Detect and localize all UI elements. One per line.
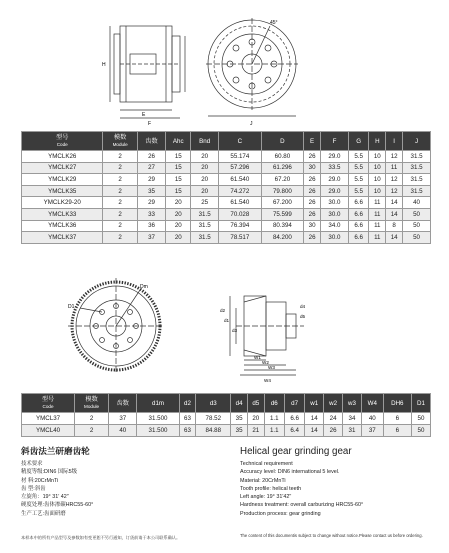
table-cell: 26	[304, 232, 321, 244]
table-cell: 12	[386, 185, 403, 197]
table-cell: 80.394	[261, 220, 304, 232]
column-header	[75, 394, 109, 413]
label-d4: d4	[300, 304, 306, 309]
table-cell: 6.6	[348, 220, 369, 232]
table-cell: 27	[137, 162, 166, 174]
table-row	[22, 174, 431, 186]
label-angle: 45°	[270, 20, 278, 26]
table-cell: YMCLK27	[22, 162, 103, 174]
table-cell: 11	[369, 220, 386, 232]
column-header-label: d2	[184, 399, 191, 407]
column-header-sublabel: Module	[112, 142, 128, 147]
table-cell: 61.540	[219, 197, 262, 209]
column-header-label: 型号	[41, 396, 55, 403]
table-cell: 11	[369, 208, 386, 220]
table-cell: 2	[103, 151, 137, 163]
column-header-label: D1	[417, 399, 425, 407]
table-cell: 31.5	[403, 162, 431, 174]
table-cell: 14	[305, 413, 324, 425]
table-cell: 6.6	[348, 232, 369, 244]
table-cell: 31.500	[137, 413, 179, 425]
table-cell: 14	[386, 232, 403, 244]
table-cell: 37	[137, 232, 166, 244]
table-cell: 2	[103, 162, 137, 174]
column-header-label: 模数	[85, 396, 98, 403]
table-row	[22, 220, 431, 232]
column-header	[348, 132, 369, 151]
column-header	[196, 394, 231, 413]
table-row	[22, 151, 431, 163]
table-cell: YMCLK33	[22, 208, 103, 220]
table-cell: 26	[304, 185, 321, 197]
table-cell: 34.0	[321, 220, 349, 232]
column-header-label: W4	[367, 399, 377, 407]
table-cell: 6.6	[348, 208, 369, 220]
column-header	[22, 394, 75, 413]
column-header-sublabel: Module	[84, 404, 100, 409]
table-cell: 20	[166, 232, 191, 244]
table-cell: 10	[369, 185, 386, 197]
helical-gear-drawing	[40, 268, 330, 388]
table-cell: 26	[304, 208, 321, 220]
column-header-sublabel: Code	[56, 142, 68, 147]
column-header-label: 型号	[56, 134, 69, 141]
footer-en: The content of this documentis subject to change without notice.Please contact us before ordering.	[240, 533, 423, 538]
table-cell: 35	[231, 413, 248, 425]
label-d1: d1	[224, 318, 230, 323]
spec-line: 精度等级:DIN6 国际5级	[21, 469, 78, 476]
table-cell: 2	[103, 208, 137, 220]
table-cell: 6.4	[284, 425, 304, 437]
table-cell: 15	[166, 162, 191, 174]
column-header-label: Ahc	[172, 137, 184, 145]
table-cell: 84.88	[196, 425, 231, 437]
table-cell: 50	[403, 220, 431, 232]
column-header	[261, 132, 304, 151]
column-header-label: d6	[270, 399, 278, 407]
footer-cn: 本样本中的所有产品型号及参数如有变更恕不另行通知，订货前请于本公司联系确认。	[21, 535, 181, 540]
table-cell: 30.0	[321, 232, 349, 244]
table-cell: 75.599	[261, 208, 304, 220]
table-cell: 70.028	[219, 208, 262, 220]
label-F: F	[148, 121, 152, 127]
table-cell: 12	[386, 151, 403, 163]
table-cell: 29.0	[321, 185, 349, 197]
column-header	[137, 394, 179, 413]
spec-line: Technical requirement	[240, 461, 293, 467]
column-header	[109, 394, 137, 413]
table-cell: 63	[179, 425, 196, 437]
table-cell: 10	[369, 162, 386, 174]
column-header	[321, 132, 349, 151]
column-header-label: d1m	[152, 399, 165, 407]
table-body	[22, 413, 431, 437]
column-header	[383, 394, 411, 413]
table-body	[22, 151, 431, 244]
table-cell: 5.5	[348, 162, 369, 174]
table-cell: 35	[137, 185, 166, 197]
table-cell: 30.0	[321, 208, 349, 220]
table-row	[22, 197, 431, 209]
spec-table-ymcl	[21, 393, 431, 437]
spec-line: Accuracy level: DIN6 international 5 level.	[240, 469, 340, 476]
table-cell: 76.394	[219, 220, 262, 232]
spec-line: Hardness treatment: overall carburizing HRC55-60°	[240, 502, 364, 509]
spec-line: Material: 20CrMnTi	[240, 477, 286, 484]
table-cell: 50	[403, 232, 431, 244]
table-cell: 24	[324, 413, 343, 425]
column-header-label: w1	[310, 399, 319, 407]
table-cell: YMCLK29-20	[22, 197, 103, 209]
column-header-label: d4	[235, 399, 243, 407]
column-header	[369, 132, 386, 151]
table-row	[22, 185, 431, 197]
table-cell: 6.6	[284, 413, 304, 425]
table-cell: 10	[369, 174, 386, 186]
label-W3: W3	[268, 365, 275, 370]
table-cell: 84.200	[261, 232, 304, 244]
table-cell: 25	[191, 197, 219, 209]
spec-line: Tooth profile: helical teeth	[240, 485, 302, 492]
table-cell: 37	[361, 425, 383, 437]
column-header-label: d5	[252, 399, 260, 407]
table-cell: 15	[166, 185, 191, 197]
table-cell: 26	[137, 151, 166, 163]
column-header	[191, 132, 219, 151]
spec-line: 生产工艺:齿面研磨	[21, 510, 66, 517]
table-cell: 50	[412, 413, 431, 425]
column-header-label: F	[332, 137, 337, 145]
column-header-sublabel: Code	[42, 404, 54, 409]
spec-table-ymclk	[21, 131, 431, 244]
table-cell: 31.5	[403, 174, 431, 186]
table-cell: 40	[109, 425, 137, 437]
table-cell: 50	[412, 425, 431, 437]
table-cell: 37	[109, 413, 137, 425]
table-cell: 35	[231, 425, 248, 437]
table-cell: 2	[75, 413, 109, 425]
table-cell: YMCLK26	[22, 151, 103, 163]
table-cell: 26	[324, 425, 343, 437]
table-cell: 10	[369, 151, 386, 163]
column-header-label: 模数	[113, 134, 127, 141]
table-cell: 40	[361, 413, 383, 425]
table-cell: 20	[191, 151, 219, 163]
table-cell: 31.5	[191, 220, 219, 232]
column-header-label: 齿数	[145, 137, 158, 145]
table-cell: 36	[137, 220, 166, 232]
flange-gear-drawing-top	[90, 6, 320, 128]
column-header-label: E	[310, 137, 315, 145]
column-header-label: d7	[291, 399, 299, 407]
table-cell: 26	[304, 174, 321, 186]
column-header	[305, 394, 324, 413]
column-header	[343, 394, 362, 413]
spec-line: Left angle: 19° 31'42"	[240, 494, 292, 501]
table-cell: 2	[103, 220, 137, 232]
table-cell: 20	[166, 197, 191, 209]
column-header	[361, 394, 383, 413]
table-cell: YMCLK35	[22, 185, 103, 197]
table-cell: 29	[137, 197, 166, 209]
table-cell: 34	[343, 413, 362, 425]
cn-title: 斜齿法兰研磨齿轮	[21, 446, 90, 456]
table-cell: 40	[403, 197, 431, 209]
table-cell: 55.174	[219, 151, 262, 163]
column-header	[179, 394, 196, 413]
table-cell: 5.5	[348, 185, 369, 197]
table-header-row	[22, 132, 431, 151]
table-cell: 2	[75, 425, 109, 437]
table-cell: 31.500	[137, 425, 179, 437]
column-header	[247, 394, 264, 413]
table-cell: 31	[343, 425, 362, 437]
column-header	[304, 132, 321, 151]
table-cell: 15	[166, 174, 191, 186]
table-cell: 2	[103, 185, 137, 197]
label-J: J	[250, 121, 253, 127]
column-header	[22, 132, 103, 151]
table-cell: 33	[137, 208, 166, 220]
table-cell: 1.1	[264, 425, 284, 437]
table-cell: 6	[383, 425, 411, 437]
column-header	[103, 132, 137, 151]
spec-line: 材 料:20CrMnTi	[21, 477, 59, 484]
table-cell: 14	[386, 197, 403, 209]
table-cell: 6.6	[348, 197, 369, 209]
label-d2: d2	[220, 308, 226, 313]
label-d3: d3	[232, 328, 238, 333]
table-cell: 5.5	[348, 151, 369, 163]
table-cell: 5.5	[348, 174, 369, 186]
column-header	[166, 132, 191, 151]
table-cell: 63	[179, 413, 196, 425]
table-cell: 21	[247, 425, 264, 437]
table-cell: 78.517	[219, 232, 262, 244]
table-cell: 60.80	[261, 151, 304, 163]
column-header-label: DH6	[391, 399, 404, 407]
table-cell: 20	[247, 413, 264, 425]
column-header-label: d3	[209, 399, 217, 407]
table-cell: 30	[304, 162, 321, 174]
spec-line: 齿 型:斜齿	[21, 485, 46, 492]
table-cell: YMCLK37	[22, 232, 103, 244]
label-D1: D1	[68, 304, 75, 310]
column-header-label: J	[414, 137, 419, 145]
table-cell: 30.0	[321, 197, 349, 209]
table-cell: 29.0	[321, 174, 349, 186]
table-cell: 30	[304, 220, 321, 232]
table-cell: YMCLK36	[22, 220, 103, 232]
column-header	[231, 394, 248, 413]
table-cell: 6	[383, 413, 411, 425]
table-cell: 11	[369, 232, 386, 244]
table-cell: 61.540	[219, 174, 262, 186]
column-header	[386, 132, 403, 151]
table-cell: 31.5	[191, 208, 219, 220]
table-cell: 33.5	[321, 162, 349, 174]
column-header	[412, 394, 431, 413]
table-cell: 29.0	[321, 151, 349, 163]
column-header-label: C	[237, 137, 243, 145]
table-cell: 26	[304, 197, 321, 209]
table-cell: 2	[103, 197, 137, 209]
table-cell: 57.296	[219, 162, 262, 174]
table-cell: 2	[103, 232, 137, 244]
table-cell: YMCLK29	[22, 174, 103, 186]
table-cell: 78.52	[196, 413, 231, 425]
table-row	[22, 232, 431, 244]
spec-line: 硬度处理:齿体渗碳HRC55-60°	[21, 502, 94, 509]
table-cell: 12	[386, 174, 403, 186]
cn-lines	[21, 460, 221, 518]
column-header	[264, 394, 284, 413]
table-cell: 31.5	[403, 185, 431, 197]
table-cell: YMCL37	[22, 413, 75, 425]
table-cell: 14	[305, 425, 324, 437]
table-cell: 20	[191, 185, 219, 197]
table-cell: 61.296	[261, 162, 304, 174]
table-cell: YMCL40	[22, 425, 75, 437]
table-cell: 2	[103, 174, 137, 186]
label-H: H	[102, 62, 106, 68]
label-W1: W1	[254, 355, 261, 360]
spec-line: 左旋角：19° 31′ 42″	[21, 494, 69, 501]
column-header-label: w3	[348, 399, 356, 407]
en-lines	[240, 460, 440, 518]
cn-spec-block	[21, 446, 221, 518]
column-header	[403, 132, 431, 151]
table-row	[22, 425, 431, 437]
column-header-label: I	[393, 137, 395, 145]
table-cell: 20	[166, 208, 191, 220]
table-cell: 74.272	[219, 185, 262, 197]
column-header-label: w2	[329, 399, 338, 407]
label-Dm: Dm	[140, 284, 148, 290]
label-d5: d5	[300, 314, 306, 319]
table-row	[22, 208, 431, 220]
column-header	[284, 394, 304, 413]
table-row	[22, 162, 431, 174]
column-header	[219, 132, 262, 151]
table-cell: 67.20	[261, 174, 304, 186]
column-header-label: D	[280, 137, 285, 145]
table-cell: 31.5	[191, 232, 219, 244]
en-title: Helical gear grinding gear	[240, 446, 352, 457]
table-cell: 67.200	[261, 197, 304, 209]
column-header	[324, 394, 343, 413]
column-header-label: H	[375, 137, 380, 145]
spec-line: Production process: gear grinding	[240, 510, 321, 517]
column-header-label: G	[356, 137, 362, 145]
column-header-label: 齿数	[116, 399, 129, 407]
label-W4: W4	[264, 378, 271, 383]
column-header	[137, 132, 166, 151]
table-cell: 15	[166, 151, 191, 163]
table-cell: 1.1	[264, 413, 284, 425]
table-cell: 20	[191, 174, 219, 186]
spec-line: 技术要求	[21, 461, 43, 467]
table-cell: 14	[386, 208, 403, 220]
en-spec-block	[240, 446, 440, 518]
table-cell: 20	[166, 220, 191, 232]
label-W2: W2	[262, 360, 269, 365]
table-header-row	[22, 394, 431, 413]
table-cell: 50	[403, 208, 431, 220]
table-row	[22, 413, 431, 425]
table-cell: 11	[369, 197, 386, 209]
table-cell: 31.5	[403, 151, 431, 163]
table-cell: 8	[386, 220, 403, 232]
table-cell: 11	[386, 162, 403, 174]
table-cell: 79.800	[261, 185, 304, 197]
column-header-label: Bnd	[199, 137, 211, 145]
table-cell: 26	[304, 151, 321, 163]
table-cell: 29	[137, 174, 166, 186]
table-cell: 20	[191, 162, 219, 174]
label-E: E	[142, 112, 146, 118]
